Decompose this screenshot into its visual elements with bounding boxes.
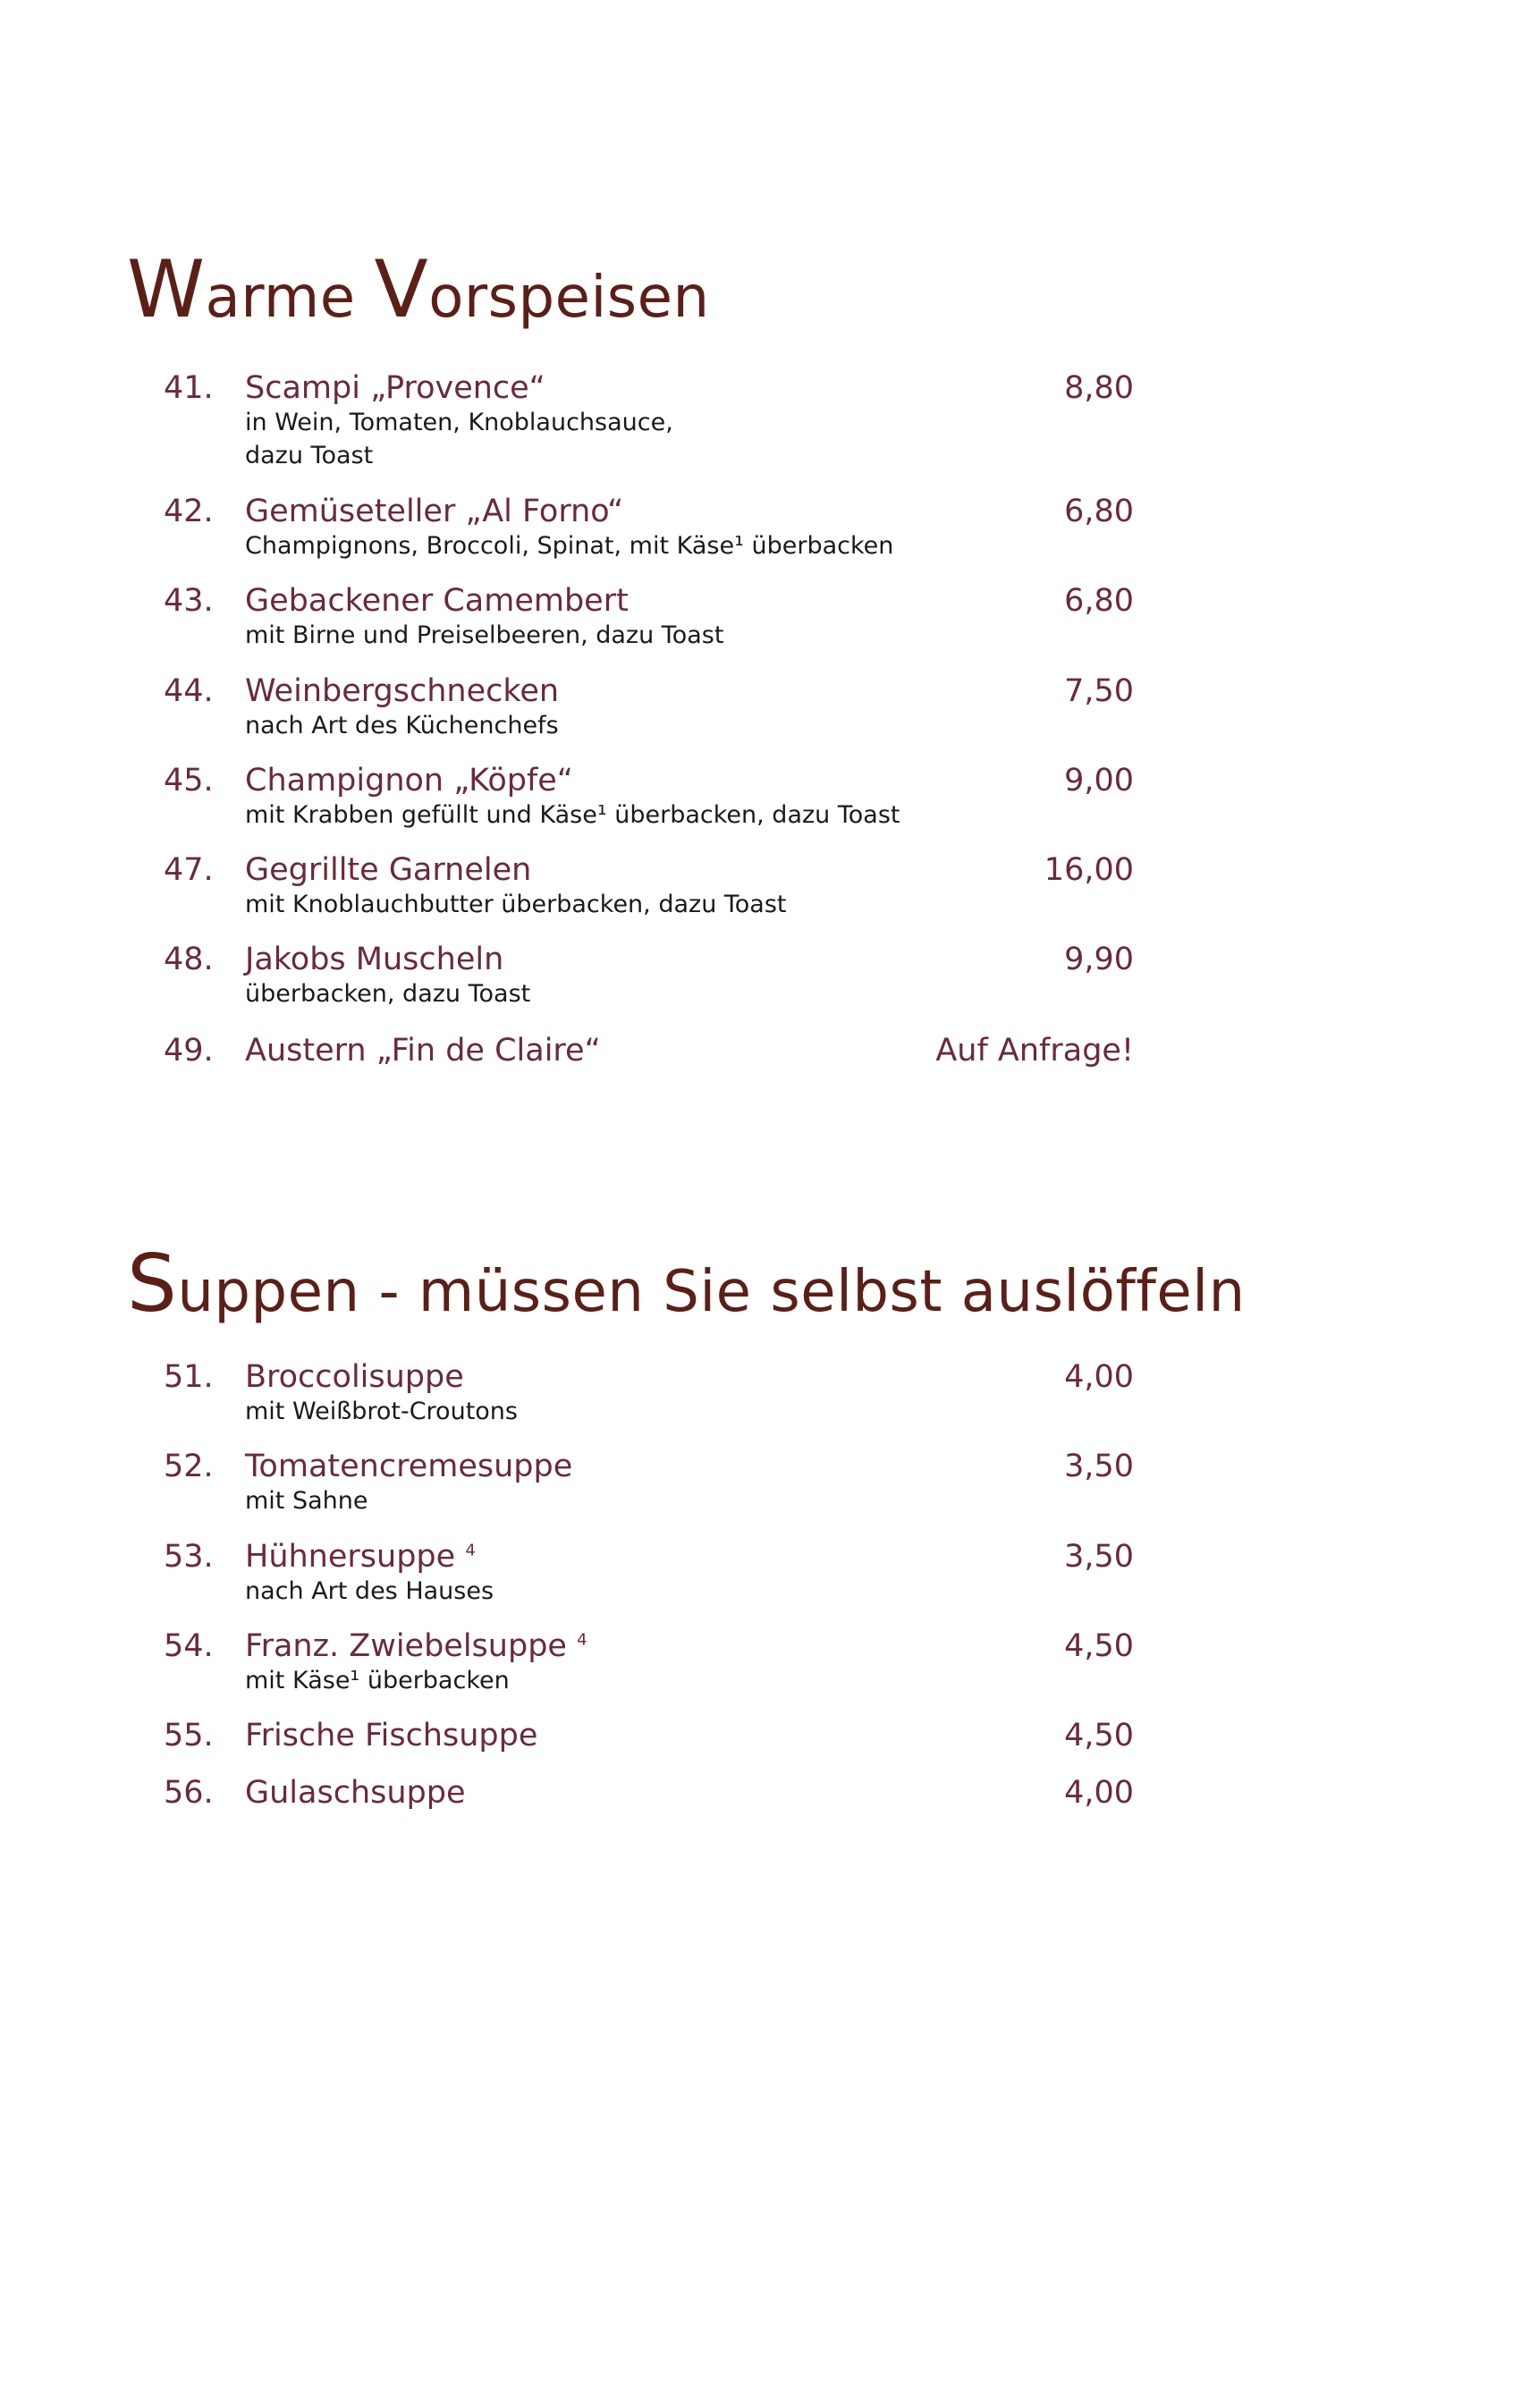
item-name: Tomatencremesuppe xyxy=(245,1449,573,1484)
item-name: Jakobs Muscheln xyxy=(245,942,504,977)
item-number: 41. xyxy=(164,370,214,406)
item-name: Gegrillte Garnelen xyxy=(245,852,532,888)
item-number: 55. xyxy=(164,1718,214,1753)
item-price: 4,50 xyxy=(1064,1628,1134,1664)
allergen-superscript: 4 xyxy=(465,1541,476,1560)
item-price: 3,50 xyxy=(1064,1539,1134,1575)
item-number: 56. xyxy=(164,1775,214,1811)
item-description: nach Art des Küchenchefs xyxy=(245,712,559,739)
item-description: mit Knoblauchbutter überbacken, dazu Toast xyxy=(245,891,787,918)
item-description: in Wein, Tomaten, Knoblauchsauce, dazu Toast xyxy=(245,409,673,469)
item-description: nach Art des Hauses xyxy=(245,1577,494,1605)
item-description: Champignons, Broccoli, Spinat, mit Käse¹ überbacken xyxy=(245,532,894,560)
item-number: 49. xyxy=(164,1033,214,1069)
item-price: 6,80 xyxy=(1064,583,1134,619)
item-price: 3,50 xyxy=(1064,1449,1134,1484)
item-description: überbacken, dazu Toast xyxy=(245,980,531,1008)
item-name: Franz. Zwiebelsuppe $^4$ xyxy=(245,1628,587,1664)
item-price: 4,00 xyxy=(1064,1359,1134,1395)
item-description: mit Weißbrot-Croutons xyxy=(245,1398,518,1425)
item-name: Scampi „Provence“ xyxy=(245,370,545,406)
item-price: 9,00 xyxy=(1064,763,1134,798)
item-number: 43. xyxy=(164,583,214,619)
item-description: mit Birne und Preiselbeeren, dazu Toast xyxy=(245,621,724,649)
item-description: mit Käse¹ überbacken xyxy=(245,1667,510,1694)
item-price: 16,00 xyxy=(1044,852,1134,888)
item-name: Austern „Fin de Claire“ xyxy=(245,1033,601,1069)
allergen-superscript: 4 xyxy=(577,1630,587,1650)
item-name: Broccolisuppe xyxy=(245,1359,464,1395)
item-name: Champignon „Köpfe“ xyxy=(245,763,573,798)
item-name: Frische Fischsuppe xyxy=(245,1718,538,1753)
item-description: mit Sahne xyxy=(245,1487,368,1515)
item-price: Auf Anfrage! xyxy=(935,1033,1134,1069)
item-name: Weinbergschnecken xyxy=(245,673,560,709)
item-description: mit Krabben gefüllt und Käse¹ überbacken, dazu Toast xyxy=(245,801,900,829)
item-price: 8,80 xyxy=(1064,370,1134,406)
item-number: 45. xyxy=(164,763,214,798)
section-title-suppen: Suppen - müssen Sie selbst auslöffeln xyxy=(127,1238,1246,1330)
item-name: Gulaschsuppe xyxy=(245,1775,466,1811)
item-number: 53. xyxy=(164,1539,214,1575)
item-number: 42. xyxy=(164,494,214,529)
item-price: 4,50 xyxy=(1064,1718,1134,1753)
item-name: Hühnersuppe $^4$ xyxy=(245,1539,476,1575)
item-number: 54. xyxy=(164,1628,214,1664)
item-price: 7,50 xyxy=(1064,673,1134,709)
item-number: 52. xyxy=(164,1449,214,1484)
section-title-warme-vorspeisen: Warme Vorspeisen xyxy=(127,243,710,335)
item-number: 48. xyxy=(164,942,214,977)
item-number: 44. xyxy=(164,673,214,709)
item-price: 9,90 xyxy=(1064,942,1134,977)
item-name: Gebackener Camembert xyxy=(245,583,629,619)
item-number: 47. xyxy=(164,852,214,888)
item-price: 6,80 xyxy=(1064,494,1134,529)
item-number: 51. xyxy=(164,1359,214,1395)
item-name: Gemüseteller „Al Forno“ xyxy=(245,494,624,529)
item-price: 4,00 xyxy=(1064,1775,1134,1811)
